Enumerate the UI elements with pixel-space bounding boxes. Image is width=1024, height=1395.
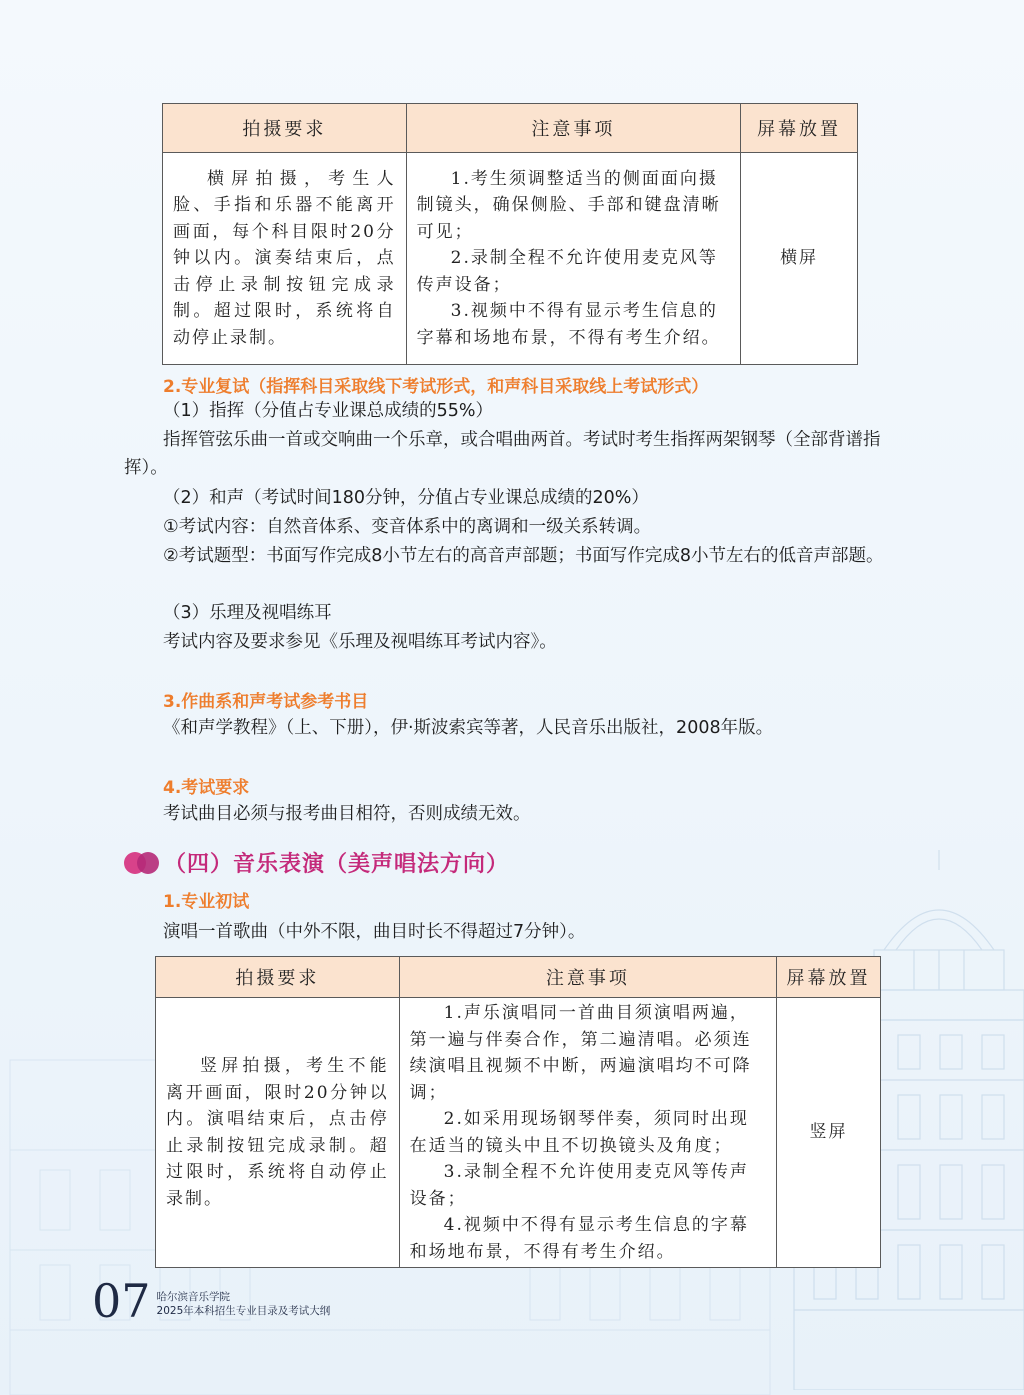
note-item: 3.录制全程不允许使用麦克风等传声设备； — [409, 1162, 749, 1209]
table-piano-recording — [162, 103, 858, 365]
subsection-prelim: 1.专业初试 — [163, 892, 250, 912]
page-number: 07 — [92, 1274, 151, 1328]
footer-doc-title: 2025年本科招生专业目录及考试大纲 — [156, 1305, 331, 1317]
screen-cell: 横屏 — [741, 153, 858, 365]
note-item: 3.视频中不得有显示考生信息的字幕和场地布景，不得有考生介绍。 — [416, 301, 721, 348]
note-item: 1.考生须调整适当的侧面面向摄制镜头，确保侧脸、手部和键盘清晰可见； — [416, 168, 721, 242]
header-screen: 屏幕放置 — [741, 104, 858, 153]
section-title-text: （四）音乐表演（美声唱法方向） — [164, 852, 510, 877]
item1-title: （1）指挥（分值占专业课总成绩的55%） — [163, 401, 494, 421]
note-item: 2.录制全程不允许使用麦克风等传声设备； — [416, 248, 718, 295]
item2-type: ②考试题型：书面写作完成8小节左右的高音声部题；书面写作完成8小节左右的低音声部题。 — [163, 546, 884, 566]
item1-body: 指挥管弦乐曲一首或交响曲一个乐章，或合唱曲两首。考试时考生指挥两架钢琴（全部背谱指挥）。 — [124, 430, 881, 478]
item3-title: （3）乐理及视唱练耳 — [163, 603, 332, 623]
exam-requirements-body: 考试曲目必须与报考曲目相符，否则成绩无效。 — [163, 804, 531, 824]
reference-book: 《和声学教程》（上、下册），伊·斯波索宾等著，人民音乐出版社，2008年版。 — [163, 718, 774, 738]
screen-cell: 竖屏 — [777, 998, 881, 1268]
bullet-dots-icon — [120, 848, 164, 878]
header-notes: 注意事项 — [399, 957, 776, 998]
header-notes: 注意事项 — [406, 104, 740, 153]
footer-text — [157, 1290, 331, 1324]
item2-title: （2）和声（考试时间180分钟，分值占专业课总成绩的20%） — [163, 488, 649, 508]
note-item: 2.如采用现场钢琴伴奏，须同时出现在适当的镜头中且不切换镜头及角度； — [409, 1109, 749, 1156]
section-title-vocal — [120, 847, 509, 878]
footer-school: 哈尔滨音乐学院 — [156, 1291, 231, 1303]
prelim-body: 演唱一首歌曲（中外不限，曲目时长不得超过7分钟）。 — [163, 922, 586, 942]
note-item: 4.视频中不得有显示考生信息的字幕和场地布景，不得有考生介绍。 — [409, 1215, 749, 1262]
table-header-row — [163, 104, 858, 153]
section-heading-exam-requirements: 4.考试要求 — [163, 778, 250, 798]
notes-cell — [406, 153, 740, 365]
header-shooting: 拍摄要求 — [156, 957, 400, 998]
header-shooting: 拍摄要求 — [163, 104, 407, 153]
shooting-cell: 竖屏拍摄，考生不能离开画面，限时20分钟以内。演唱结束后，点击停止录制按钮完成录制。超过限时，系统将自动停止录制。 — [156, 998, 400, 1268]
table-row — [163, 153, 858, 365]
notes-cell — [399, 998, 776, 1268]
page-footer — [92, 1274, 331, 1328]
section-heading-retest: 2.专业复试（指挥科目采取线下考试形式，和声科目采取线上考试形式） — [163, 377, 709, 397]
note-item: 1.声乐演唱同一首曲目须演唱两遍，第一遍与伴奏合作，第二遍清唱。必须连续演唱且视频不中断，两遍演唱均不可降调； — [409, 1003, 752, 1103]
table-row — [156, 998, 881, 1268]
item3-body: 考试内容及要求参见《乐理及视唱练耳考试内容》。 — [163, 632, 557, 652]
table-header-row — [156, 957, 881, 998]
item2-content: ①考试内容：自然音体系、变音体系中的离调和一级关系转调。 — [163, 517, 652, 537]
shooting-cell: 横屏拍摄，考生人脸、手指和乐器不能离开画面，每个科目限时20分钟以内。演奏结束后，点击停止录制按钮完成录制。超过限时，系统将自动停止录制。 — [163, 153, 407, 365]
header-screen: 屏幕放置 — [777, 957, 881, 998]
table-vocal-recording — [155, 956, 881, 1268]
section-heading-reference-books: 3.作曲系和声考试参考书目 — [163, 692, 369, 712]
